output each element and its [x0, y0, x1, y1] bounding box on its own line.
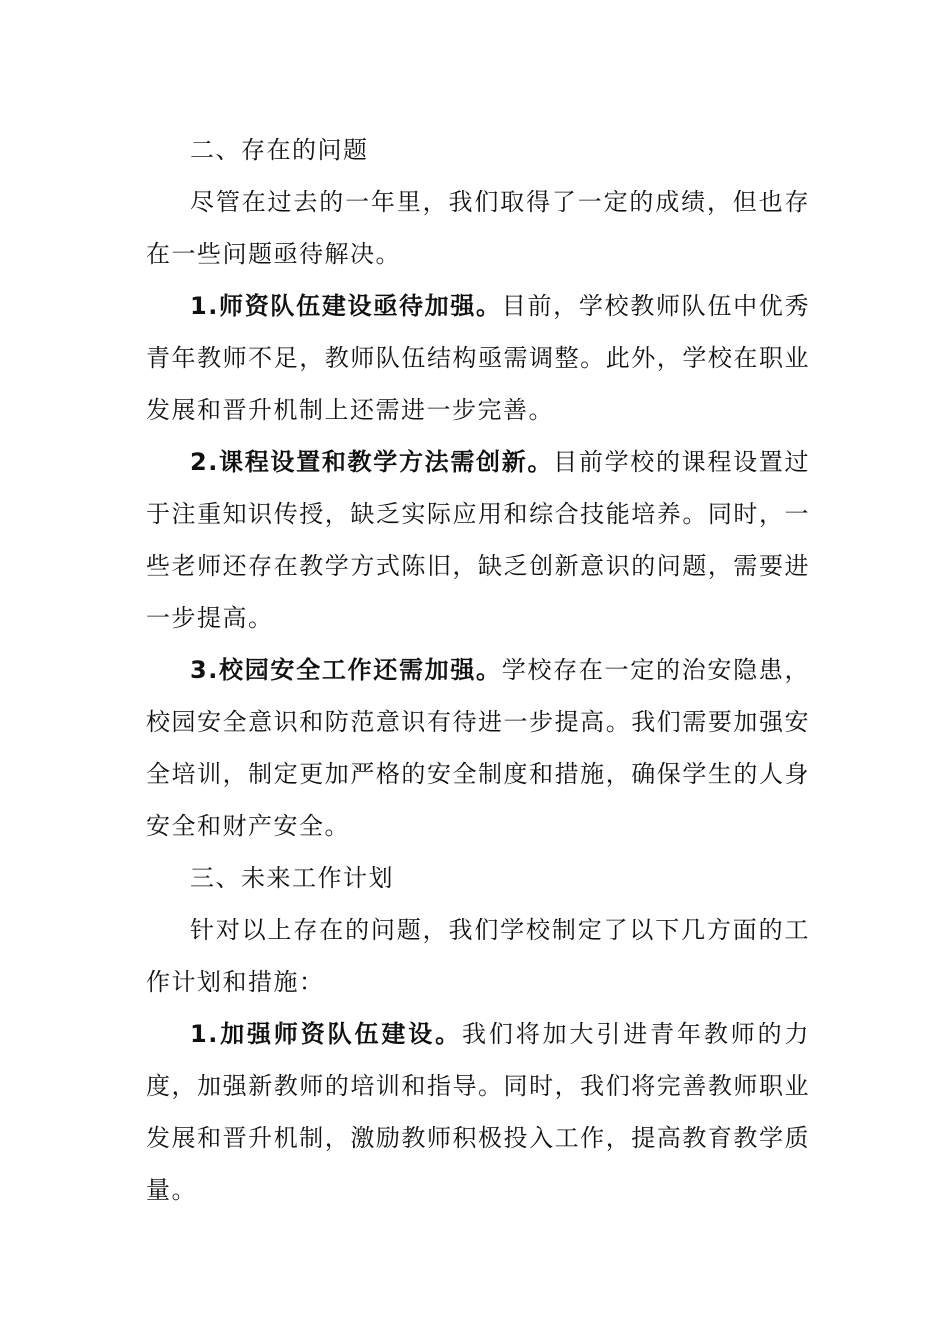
problem-item-1	[146, 280, 810, 436]
problem-item-2-text: 目前学校的课程设置过于注重知识传授，缺乏实际应用和综合技能培养。同时，一些老师还存在教学方式陈旧，缺乏创新意识的问题，需要进一步提高。	[146, 448, 810, 632]
plan-item-1-lead: 1.加强师资队伍建设。	[190, 1020, 463, 1048]
problem-item-3-lead: 3.校园安全工作还需加强。	[190, 656, 502, 684]
section-intro-problems: 尽管在过去的一年里，我们取得了一定的成绩，但也存在一些问题亟待解决。	[146, 188, 810, 268]
plan-item-1	[146, 1008, 810, 1216]
problem-item-1-lead: 1.师资队伍建设亟待加强。	[190, 292, 502, 320]
document-body	[146, 124, 810, 1216]
problem-item-2-lead: 2.课程设置和教学方法需创新。	[190, 448, 554, 476]
problem-item-1-text: 目前，学校教师队伍中优秀青年教师不足，教师队伍结构亟需调整。此外，学校在职业发展和晋升机制上还需进一步完善。	[146, 292, 810, 424]
plan-item-1-text: 我们将加大引进青年教师的力度，加强新教师的培训和指导。同时，我们将完善教师职业发展和晋升机制，激励教师积极投入工作，提高教育教学质量。	[146, 1020, 810, 1204]
section-intro-plans: 针对以上存在的问题，我们学校制定了以下几方面的工作计划和措施：	[146, 916, 810, 996]
problem-item-2	[146, 436, 810, 644]
problem-item-3-text: 学校存在一定的治安隐患，校园安全意识和防范意识有待进一步提高。我们需要加强安全培训，制定更加严格的安全制度和措施，确保学生的人身安全和财产安全。	[146, 656, 810, 840]
section-heading-problems: 二、存在的问题	[190, 136, 369, 164]
section-heading-plans: 三、未来工作计划	[190, 864, 394, 892]
problem-item-3	[146, 644, 810, 852]
